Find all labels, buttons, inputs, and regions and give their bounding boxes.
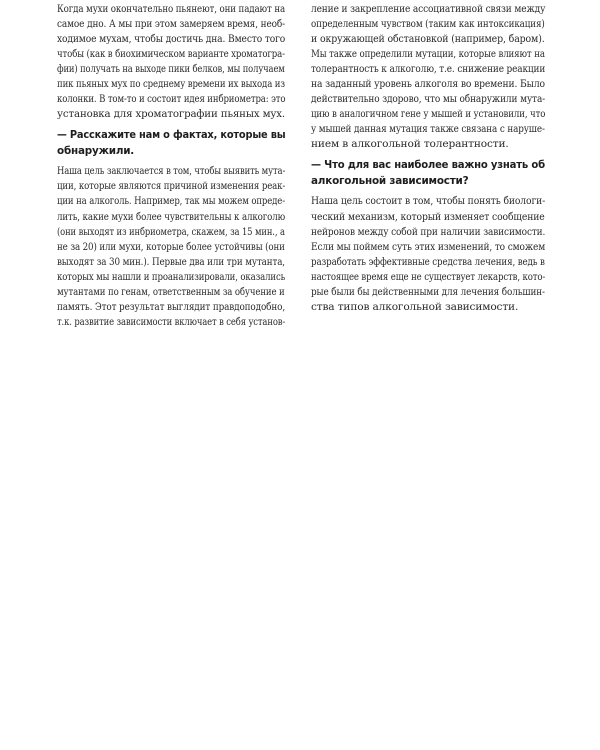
left-column (57, 2, 285, 330)
text-line: которых мы нашли и проанализировали, оказались (57, 270, 286, 283)
question-line: обнаружили. (57, 144, 135, 157)
text-line: чтобы (как в биохимическом варианте хроматогра- (57, 48, 285, 61)
text-line: ческий механизм, который изменяет сообщение (311, 210, 545, 223)
text-line: нием в алкогольной толерантности. (311, 138, 509, 151)
text-line: пик пьяных мух по среднему времени их выхода из (57, 78, 285, 91)
text-line: ление и закрепление ассоциативной связи между (311, 3, 546, 15)
text-line: Наша цель заключается в том, чтобы выявить мута- (57, 165, 286, 178)
body-paragraph (57, 164, 285, 330)
text-line: лить, какие мухи более чувствительны к алкоголю (57, 210, 286, 223)
text-line: установка для хроматографии пьяных мух. (57, 108, 286, 121)
text-line: определенным чувством (таким как интоксикация) (311, 18, 545, 31)
question-line: — Расскажите нам о фактах, которые вы (57, 129, 286, 142)
text-line: память. Этот результат выглядит правдоподобно, (57, 300, 286, 313)
text-line: цию в аналогичном гене у мышей и установили, что (311, 108, 546, 121)
text-line: ства типов алкогольной зависимости. (311, 300, 519, 313)
text-line: настоящее время еще не существует лекарств, кото- (311, 270, 546, 283)
text-line: ции, которые являются причиной изменения реак- (57, 180, 286, 193)
question-line: — Что для вас наиболее важно узнать об (311, 159, 545, 172)
right-column (311, 2, 545, 315)
body-paragraph (311, 194, 545, 314)
text-line: Наша цель состоит в том, чтобы понять биологи- (311, 195, 546, 208)
question-line: алкогольной зависимости? (311, 174, 469, 187)
text-line: на заданный уровень алкоголя во времени. Было (311, 78, 545, 91)
text-line: т.к. развитие зависимости включает в себя установ- (57, 315, 286, 328)
text-line: самое дно. А мы при этом замеряем время, необ- (57, 18, 286, 31)
interview-question (57, 128, 285, 159)
body-paragraph (311, 2, 545, 152)
text-line: Если мы поймем суть этих изменений, то сможем (311, 240, 546, 253)
text-line: Когда мухи окончательно пьянеют, они падают на (57, 3, 286, 15)
text-line: ходимое мухам, чтобы достичь дна. Вместо того (57, 33, 286, 46)
body-paragraph (57, 2, 285, 122)
text-line: Мы также определили мутации, которые влияют на (311, 48, 545, 61)
text-line: колонки. В том-то и состоит идея инбриометра: это (57, 93, 286, 106)
text-line: толерантность к алкоголю, т.е. снижение реакции (311, 63, 546, 76)
text-line: у мышей данная мутация также связана с наруше- (311, 123, 545, 136)
text-line: рые были бы действенными для лечения большин- (311, 285, 545, 298)
interview-question (311, 158, 545, 189)
text-line: ции на алкоголь. Например, так мы можем опреде- (57, 195, 286, 208)
text-line: разработать эффективные средства лечения, ведь в (311, 255, 545, 268)
text-line: (они выходят из инбриометра, скажем, за 15 мин., а (57, 225, 285, 238)
text-line: фии) получать на выходе пики белков, мы получаем (57, 63, 285, 76)
text-line: действительно здорово, что мы обнаружили мута- (311, 93, 546, 106)
text-line: выходят за 30 мин.). Первые два или три мутанта, (57, 255, 285, 268)
text-line: нейронов между собой при наличии зависимости. (311, 225, 546, 238)
text-line: не за 20) или мухи, которые более устойчивы (они (57, 240, 285, 253)
text-line: мутантами по генам, ответственным за обучение и (57, 285, 285, 298)
text-line: и окружающей обстановкой (например, баром). (311, 33, 545, 46)
